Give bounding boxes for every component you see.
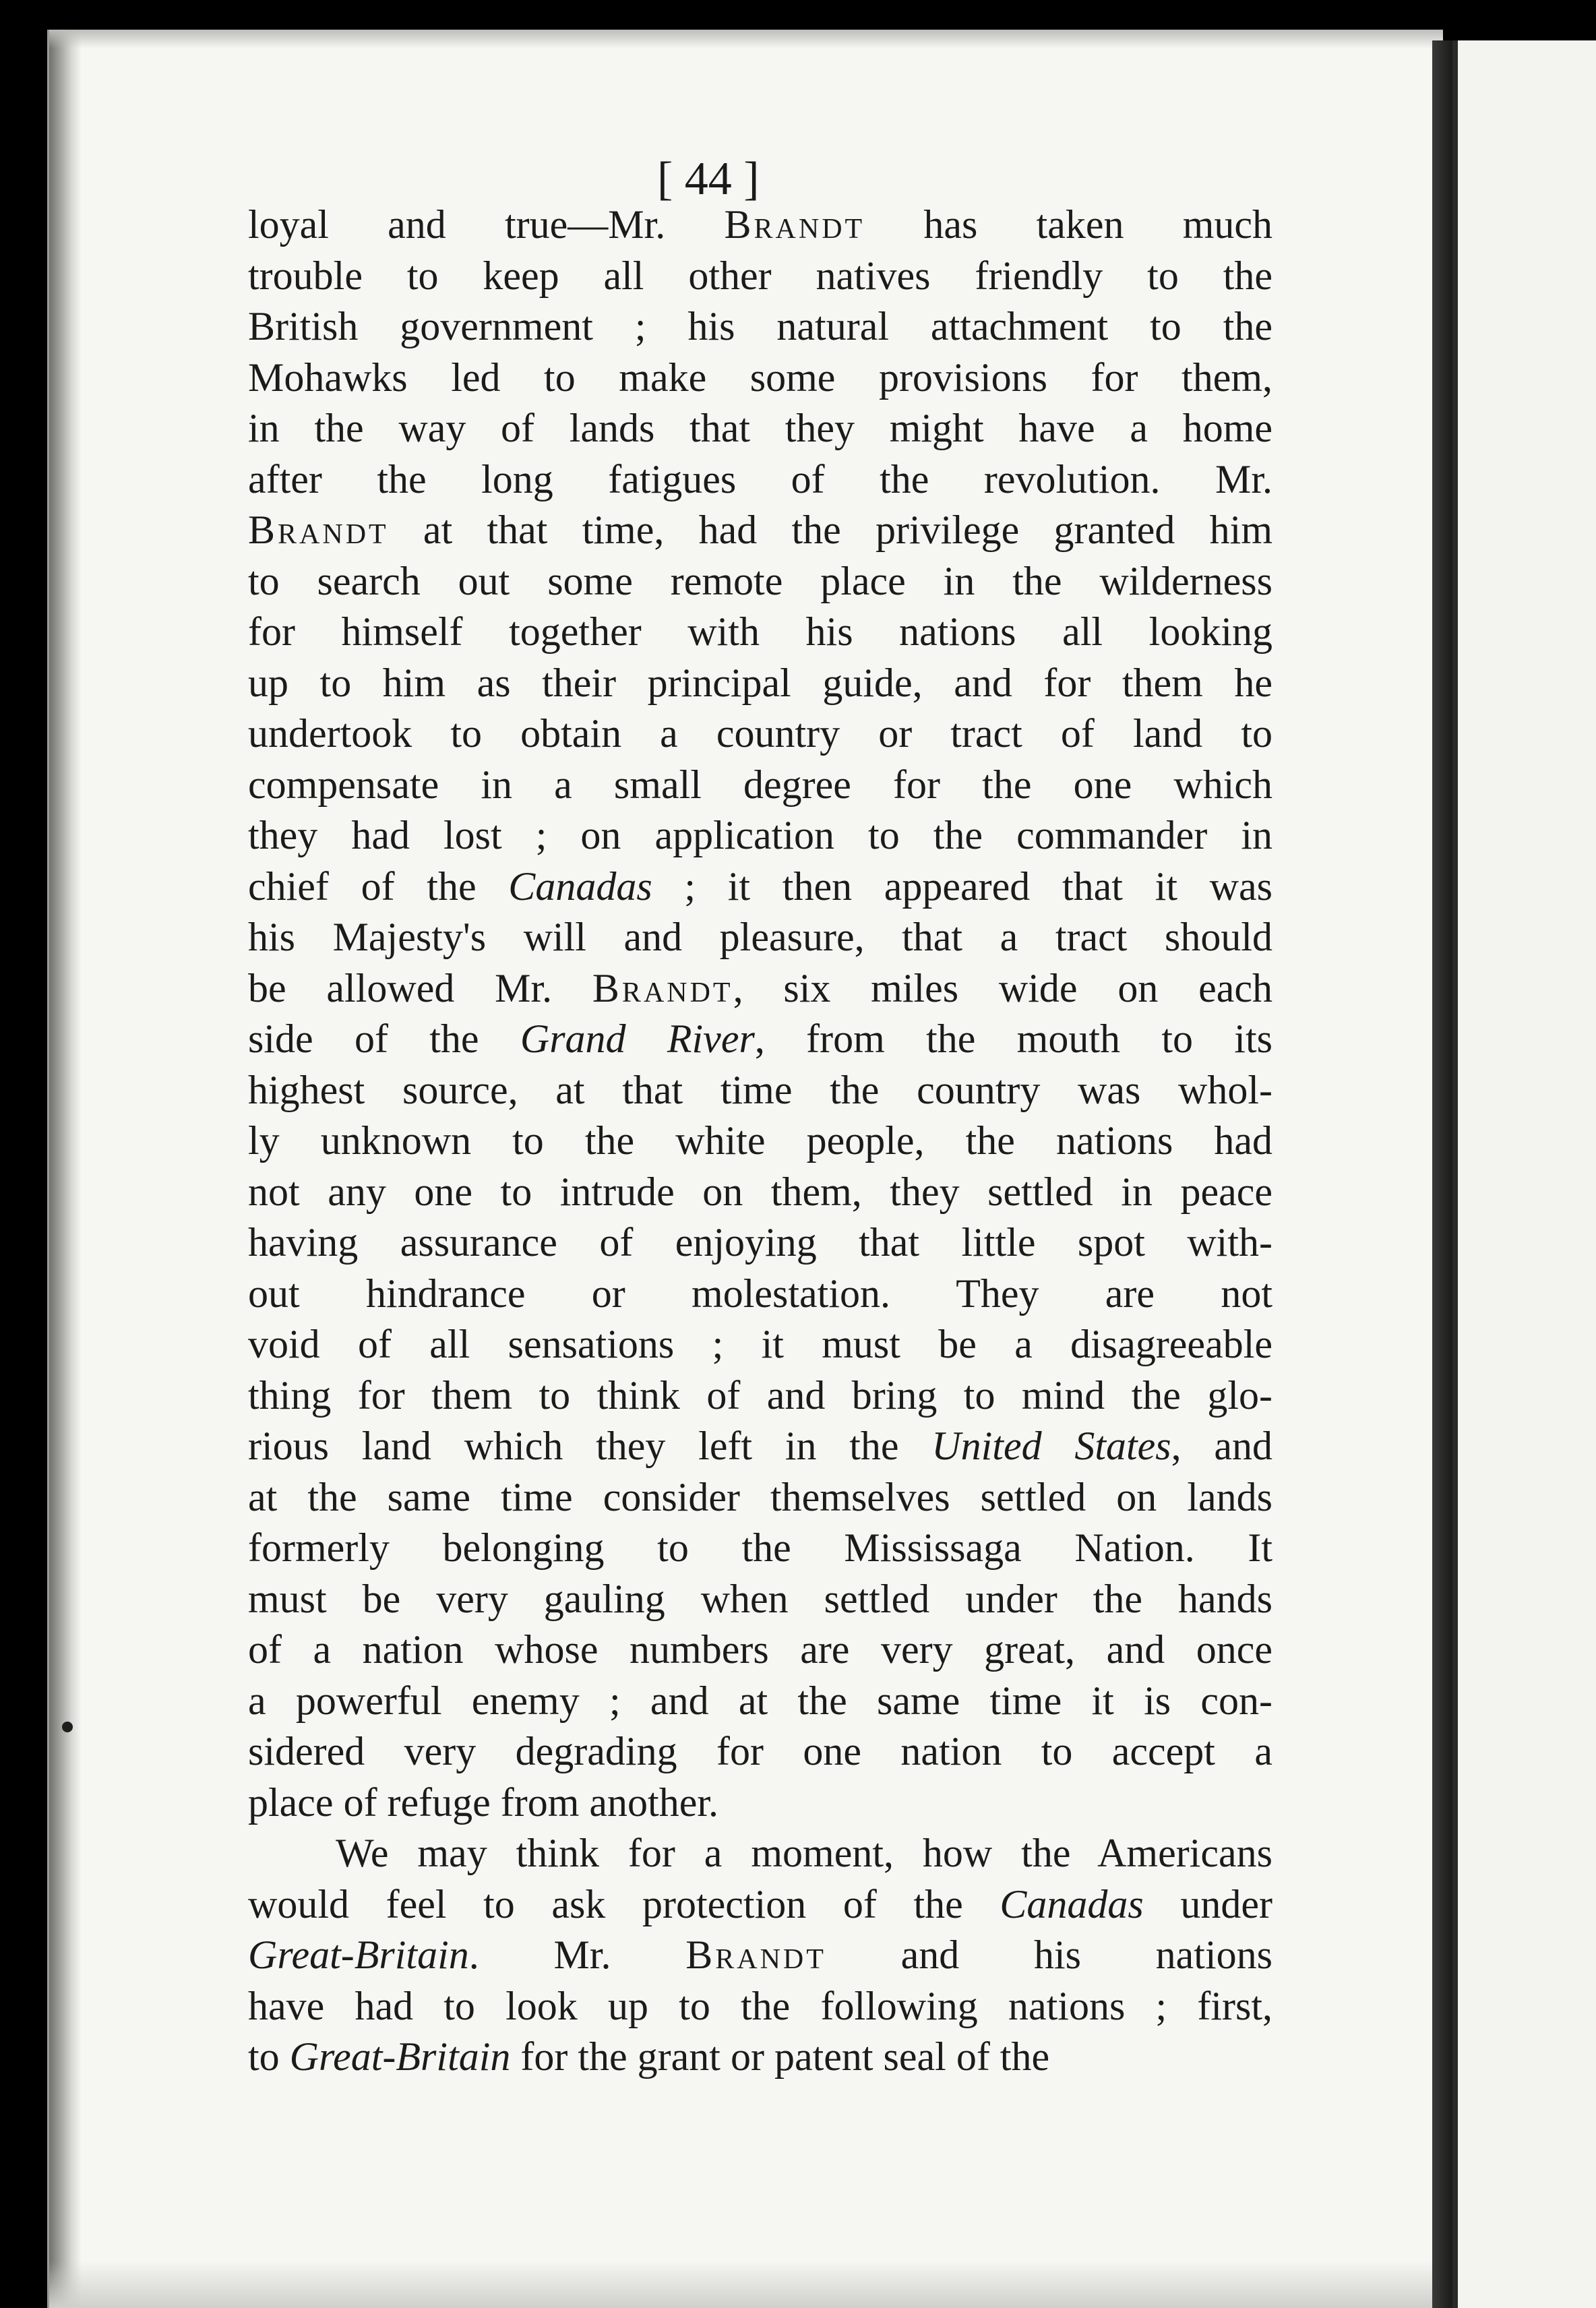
text-run: , from the mouth to its [754,1016,1272,1061]
text-line [248,912,1272,963]
body-text [248,200,1272,2083]
small-caps-name: Brandt [685,1933,826,1977]
text-line [248,1269,1272,1320]
text-run: highest source, at that time the country was whol- [248,1067,1272,1112]
italic-text: Canadas [508,863,652,909]
text-run: , and [1171,1424,1273,1468]
text-line [248,556,1272,607]
text-run: after the long fatigues of the revolution. Mr. [248,456,1272,502]
text-line [248,760,1272,811]
small-caps-name: Brandt [592,965,733,1010]
text-line [248,708,1272,760]
page-bottom-edge [49,2261,1443,2308]
text-run: side of the [248,1016,520,1061]
text-line [248,1778,1272,1829]
text-run: at that time, had the privilege granted him [388,508,1272,552]
text-run: place of refuge from another. [248,1780,718,1825]
text-line [248,1319,1272,1370]
text-run: British government ; his natural attachment to the [248,304,1272,348]
text-run: sidered very degrading for one nation to accept a [248,1729,1272,1773]
text-line [248,1624,1272,1676]
adjacent-page-edge [1452,40,1596,2308]
text-line [248,1472,1272,1523]
text-run: at the same time consider themselves settled on lands [248,1474,1272,1519]
text-line [248,1421,1272,1472]
text-line [248,1676,1272,1727]
italic-text: Canadas [1000,1881,1144,1926]
text-run: formerly belonging to the Mississaga Nation. It [248,1525,1272,1570]
text-run: be allowed Mr. [248,965,592,1010]
text-line [248,200,1272,251]
page-number: [ 44 ] [657,153,760,205]
text-run: loyal and true—Mr. [248,202,725,247]
text-run: they had lost ; on application to the commander in [248,813,1272,857]
page-gutter [1432,40,1452,2308]
margin-ink-dot [62,1722,73,1732]
text-line [248,403,1272,454]
text-run: in the way of lands that they might have a home [248,406,1272,450]
page-top-edge [49,30,1443,49]
text-line [248,658,1272,709]
text-line [248,1370,1272,1422]
text-line [248,1116,1272,1167]
text-run: thing for them to think of and bring to mind the glo- [248,1372,1272,1418]
text-run: out hindrance or molestation. They are not [248,1271,1272,1316]
text-line [248,963,1272,1014]
text-run: must be very gauling when settled under the hands [248,1576,1272,1621]
text-line [248,607,1272,658]
text-run: have had to look up to the following nations ; first, [248,1983,1272,2028]
small-caps-name: Brandt [248,508,389,552]
text-line [248,1014,1272,1065]
text-run: void of all sensations ; it must be a disagreeable [248,1322,1272,1366]
text-run: under [1143,1881,1272,1926]
text-line [248,2032,1272,2083]
text-run: . Mr. [468,1933,686,1977]
text-run: , six miles wide on each [733,965,1272,1010]
text-run: to search out some remote place in the wilderness [248,558,1272,603]
text-run: undertook to obtain a country or tract of land to [248,711,1272,756]
text-run: rious land which they left in the [248,1424,932,1468]
text-line [248,861,1272,913]
text-run: of a nation whose numbers are very great, and once [248,1627,1272,1672]
binding-shadow [49,30,82,2308]
text-line [248,1726,1272,1778]
text-run: We may think for a moment, how the Americans [336,1831,1272,1875]
text-line [248,1574,1272,1625]
text-run: a powerful enemy ; and at the same time it is con- [248,1678,1272,1723]
text-line [248,1930,1272,1981]
text-run: not any one to intrude on them, they settled in peace [248,1169,1272,1214]
text-line [248,1167,1272,1218]
italic-text: Great-Britain [289,2034,511,2079]
small-caps-name: Brandt [724,202,865,247]
text-run: and his nations [826,1933,1272,1977]
text-run: his Majesty's will and pleasure, that a tract should [248,915,1272,959]
text-line [248,454,1272,506]
italic-text: United States [931,1424,1171,1468]
text-line [248,1065,1272,1116]
text-line [248,1217,1272,1269]
text-line [248,1981,1272,2032]
text-run: up to him as their principal guide, and for them he [248,660,1272,705]
text-run: Mohawks led to make some provisions for them, [248,355,1272,400]
text-run: having assurance of enjoying that little spot with- [248,1220,1272,1265]
text-line [248,353,1272,404]
text-line [248,1523,1272,1574]
text-run: for the grant or patent seal of the [510,2034,1050,2079]
italic-text: Grand River [520,1016,755,1061]
text-line [248,810,1272,861]
text-line [248,1828,1272,1879]
text-run: to [248,2034,290,2079]
text-line [248,1879,1272,1931]
italic-text: Great-Britain [248,1933,469,1977]
text-run: ly unknown to the white people, the nations had [248,1118,1272,1163]
text-run: ; it then appeared that it was [652,863,1272,909]
text-run: trouble to keep all other natives friendly to the [248,253,1272,298]
text-line [248,251,1272,302]
text-run: has taken much [865,202,1272,247]
text-run: chief of the [248,863,509,909]
text-run: for himself together with his nations all looking [248,609,1272,654]
text-line [248,301,1272,353]
text-line [248,505,1272,556]
text-run: would feel to ask protection of the [248,1881,1000,1926]
text-run: compensate in a small degree for the one which [248,762,1272,807]
